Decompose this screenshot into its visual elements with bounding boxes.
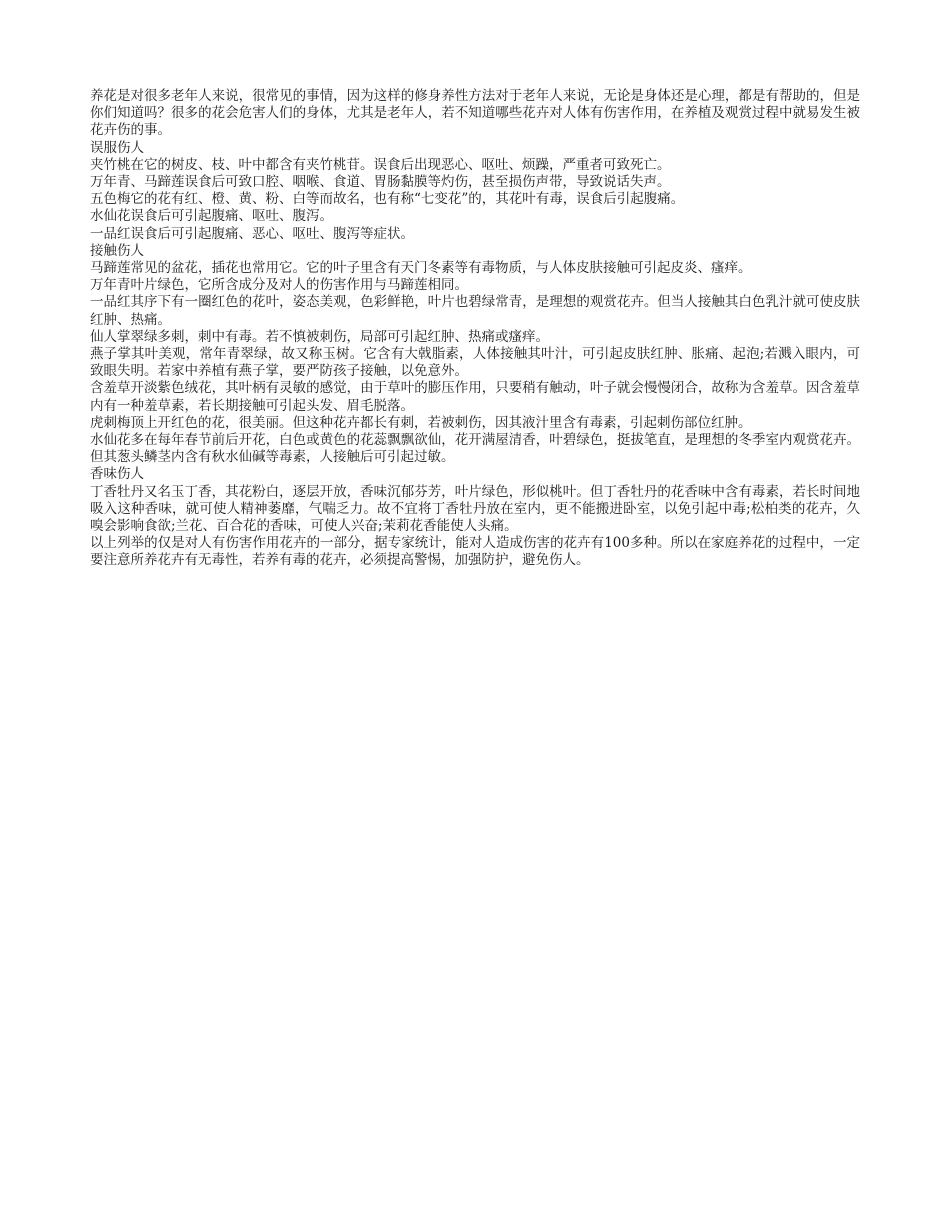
paragraph: 一品红其序下有一圈红色的花叶，姿态美观，色彩鲜艳，叶片也碧绿常青，是理想的观赏花卉。但当人接触其白色乳汁就可使皮肤红肿、热痛。 xyxy=(90,294,860,328)
paragraph: 丁香牡丹又名玉丁香，其花粉白，逐层开放，香味沉郁芬芳，叶片绿色，形似桃叶。但丁香牡丹的花香味中含有毒素，若长时间地吸入这种香味，就可使人精神萎靡，气喘乏力。故不宜将丁香牡丹放在室内，更不能搬进卧室，以免引起中毒;松柏类的花卉，久嗅会影响食欲;兰花、百合花的香味，可使人兴奋;茉莉花香能使人头痛。 xyxy=(90,483,860,535)
paragraph: 水仙花多在每年春节前后开花，白色或黄色的花蕊飘飘欲仙，花开满屋清香，叶碧绿色，挺拔笔直，是理想的冬季室内观赏花卉。但其葱头鳞茎内含有秋水仙碱等毒素，人接触后可引起过敏。 xyxy=(90,432,860,466)
paragraph: 水仙花误食后可引起腹痛、呕吐、腹泻。 xyxy=(90,208,333,225)
section-heading-fragrance: 香味伤人 xyxy=(90,466,144,483)
section-heading-contact: 接触伤人 xyxy=(90,242,144,259)
paragraph: 万年青叶片绿色，它所含成分及对人的伤害作用与马蹄莲相同。 xyxy=(90,277,468,294)
article-body xyxy=(90,88,860,570)
paragraph: 夹竹桃在它的树皮、枝、叶中都含有夹竹桃苷。误食后出现恶心、呕吐、烦躁，严重者可致死亡。 xyxy=(90,156,671,173)
paragraph: 燕子掌其叶美观，常年青翠绿，故又称玉树。它含有大戟脂素，人体接触其叶汁，可引起皮肤红肿、胀痛、起泡;若溅入眼内，可致眼失明。若家中养植有燕子掌，要严防孩子接触，以免意外。 xyxy=(90,346,860,380)
intro-paragraph: 养花是对很多老年人来说，很常见的事情，因为这样的修身养性方法对于老年人来说，无论是身体还是心理，都是有帮助的，但是你们知道吗？很多的花会危害人们的身体，尤其是老年人，若不知道哪些花卉对人体有伤害作用，在养植及观赏过程中就易发生被花卉伤的事。 xyxy=(90,88,860,139)
paragraph: 仙人掌翠绿多刺，刺中有毒。若不慎被刺伤，局部可引起红肿、热痛或瘙痒。 xyxy=(90,328,549,345)
paragraph: 一品红误食后可引起腹痛、恶心、呕吐、腹泻等症状。 xyxy=(90,225,414,242)
section-heading-ingestion: 误服伤人 xyxy=(90,139,144,156)
paragraph: 马蹄莲常见的盆花，插花也常用它。它的叶子里含有天门冬素等有毒物质，与人体皮肤接触可引起皮炎、瘙痒。 xyxy=(90,260,752,277)
paragraph: 含羞草开淡紫色绒花，其叶柄有灵敏的感觉，由于草叶的膨压作用，只要稍有触动，叶子就会慢慢闭合，故称为含羞草。因含羞草内有一种羞草素，若长期接触可引起头发、眉毛脱落。 xyxy=(90,380,860,414)
paragraph: 万年青、马蹄莲误食后可致口腔、咽喉、食道、胃肠黏膜等灼伤，甚至损伤声带，导致说话失声。 xyxy=(90,174,671,191)
conclusion-paragraph: 以上列举的仅是对人有伤害作用花卉的一部分，据专家统计，能对人造成伤害的花卉有100多种。所以在家庭养花的过程中，一定要注意所养花卉有无毒性，若养有毒的花卉，必须提高警惕，加强防护，避免伤人。 xyxy=(90,535,860,569)
paragraph: 五色梅它的花有红、橙、黄、粉、白等而故名，也有称“七变花”的，其花叶有毒，误食后引起腹痛。 xyxy=(90,191,685,208)
paragraph: 虎刺梅顶上开红色的花，很美丽。但这种花卉都长有刺，若被刺伤，因其液汁里含有毒素，引起刺伤部位红肿。 xyxy=(90,414,752,431)
